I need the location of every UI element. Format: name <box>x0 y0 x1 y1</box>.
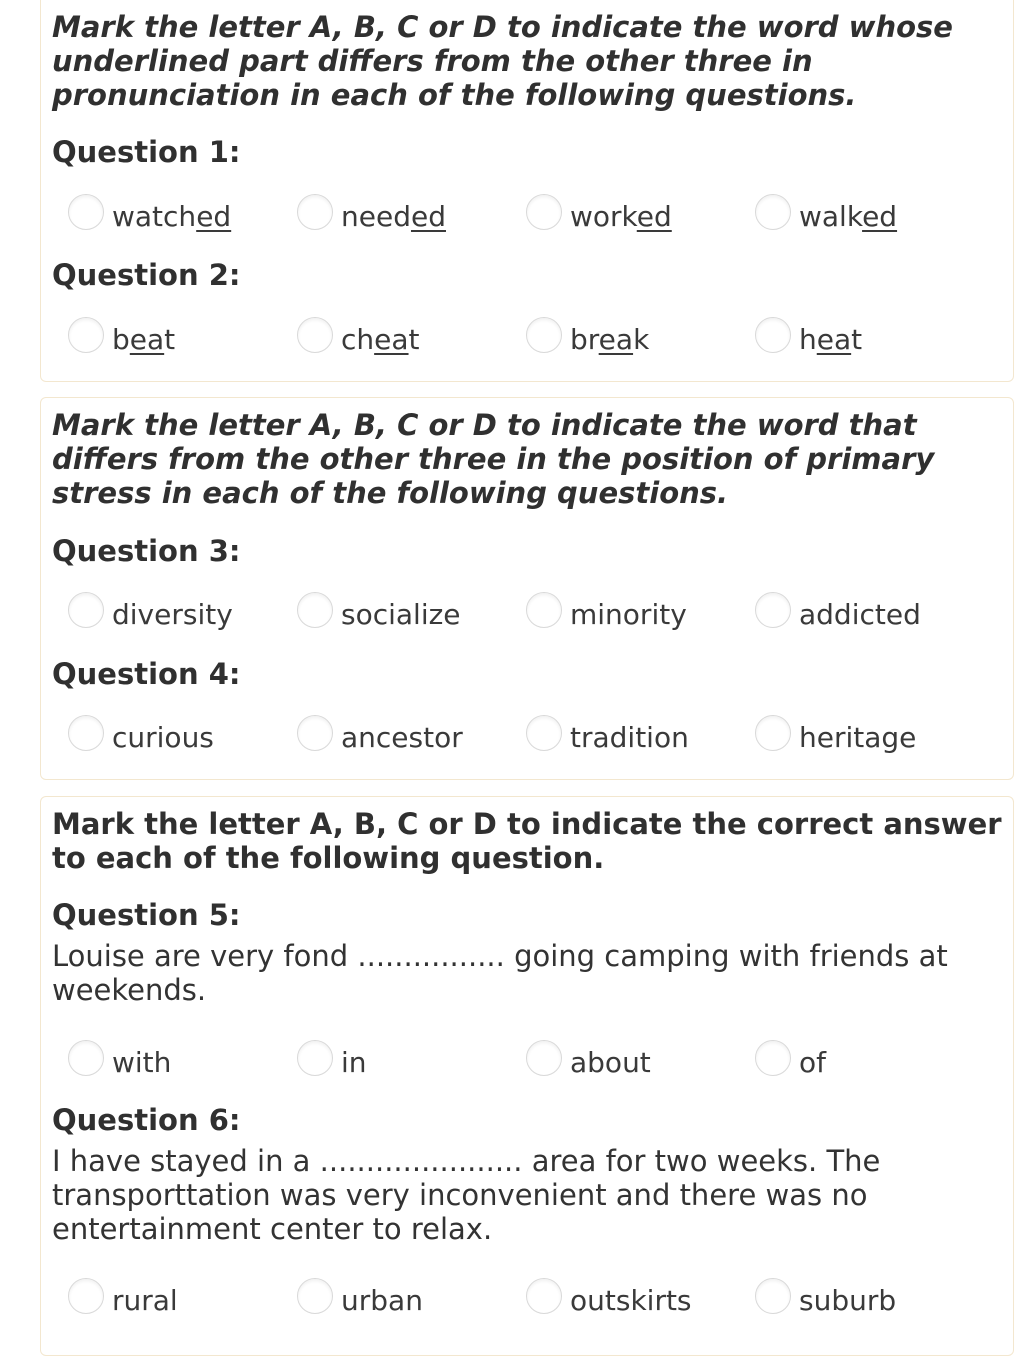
radio-button[interactable] <box>526 317 562 353</box>
q1-option-a[interactable] <box>68 200 231 233</box>
q5-option-a[interactable] <box>68 1046 171 1079</box>
question-label: Question 4: <box>52 657 241 691</box>
question-label: Question 2: <box>52 258 241 292</box>
option-text: heritage <box>799 721 917 754</box>
question-stem: I have stayed in a ...................... area for two weeks. The transporttation was very inconvenient and there was no entertainment center to relax. <box>52 1144 881 1246</box>
q6-option-d[interactable] <box>755 1284 896 1317</box>
question-label: Question 3: <box>52 534 241 568</box>
question-label: Question 5: <box>52 898 241 932</box>
question-stem: Louise are very fond ................ going camping with friends at weekends. <box>52 939 948 1007</box>
radio-button[interactable] <box>526 1040 562 1076</box>
section-instruction: Mark the letter A, B, C or D to indicate the correct answer to each of the following question. <box>52 807 1002 875</box>
q5-option-b[interactable] <box>297 1046 367 1079</box>
q6-option-c[interactable] <box>526 1284 692 1317</box>
radio-button[interactable] <box>297 592 333 628</box>
radio-button[interactable] <box>526 194 562 230</box>
q2-option-a[interactable] <box>68 323 175 356</box>
radio-button[interactable] <box>297 1040 333 1076</box>
q3-option-c[interactable] <box>526 598 687 631</box>
q6-option-a[interactable] <box>68 1284 178 1317</box>
section-instruction: Mark the letter A, B, C or D to indicate the word whose underlined part differs from the other three in pronunciation in each of the following questions. <box>52 10 953 112</box>
q2-option-b[interactable] <box>297 323 420 356</box>
option-text: of <box>799 1046 826 1079</box>
radio-button[interactable] <box>526 715 562 751</box>
q1-option-c[interactable] <box>526 200 672 233</box>
option-text: cheat <box>341 323 420 356</box>
option-text: urban <box>341 1284 423 1317</box>
option-text: beat <box>112 323 176 356</box>
section-instruction: Mark the letter A, B, C or D to indicate the word that differs from the other three in the position of primary stress in each of the following questions. <box>52 408 935 510</box>
q4-option-c[interactable] <box>526 721 689 754</box>
option-text: ancestor <box>341 721 463 754</box>
radio-button[interactable] <box>68 1040 104 1076</box>
radio-button[interactable] <box>755 715 791 751</box>
option-text: rural <box>112 1284 178 1317</box>
q3-option-d[interactable] <box>755 598 921 631</box>
q6-option-b[interactable] <box>297 1284 423 1317</box>
radio-button[interactable] <box>297 1278 333 1314</box>
question-label: Question 1: <box>52 135 241 169</box>
radio-button[interactable] <box>755 317 791 353</box>
option-text: diversity <box>112 598 233 631</box>
radio-button[interactable] <box>297 715 333 751</box>
q3-option-b[interactable] <box>297 598 461 631</box>
q5-option-c[interactable] <box>526 1046 651 1079</box>
q1-option-d[interactable] <box>755 200 897 233</box>
option-text: outskirts <box>570 1284 692 1317</box>
option-text: minority <box>570 598 687 631</box>
option-text: heat <box>799 323 863 356</box>
q4-option-b[interactable] <box>297 721 463 754</box>
option-text: worked <box>570 200 672 233</box>
option-text: break <box>570 323 650 356</box>
q2-option-c[interactable] <box>526 323 649 356</box>
q3-option-a[interactable] <box>68 598 233 631</box>
radio-button[interactable] <box>68 1278 104 1314</box>
q5-option-d[interactable] <box>755 1046 826 1079</box>
radio-button[interactable] <box>526 1278 562 1314</box>
option-text: about <box>570 1046 651 1079</box>
radio-button[interactable] <box>297 317 333 353</box>
option-text: walked <box>799 200 898 233</box>
question-label: Question 6: <box>52 1103 241 1137</box>
radio-button[interactable] <box>755 592 791 628</box>
q4-option-a[interactable] <box>68 721 214 754</box>
option-text: addicted <box>799 598 921 631</box>
radio-button[interactable] <box>297 194 333 230</box>
option-text: in <box>341 1046 367 1079</box>
q2-option-d[interactable] <box>755 323 862 356</box>
q4-option-d[interactable] <box>755 721 916 754</box>
option-text: curious <box>112 721 214 754</box>
q1-option-b[interactable] <box>297 200 446 233</box>
option-text: suburb <box>799 1284 897 1317</box>
radio-button[interactable] <box>68 194 104 230</box>
radio-button[interactable] <box>526 592 562 628</box>
option-text: socialize <box>341 598 461 631</box>
radio-button[interactable] <box>755 194 791 230</box>
radio-button[interactable] <box>68 715 104 751</box>
radio-button[interactable] <box>755 1040 791 1076</box>
option-text: needed <box>341 200 446 233</box>
radio-button[interactable] <box>68 317 104 353</box>
option-text: tradition <box>570 721 689 754</box>
radio-button[interactable] <box>755 1278 791 1314</box>
radio-button[interactable] <box>68 592 104 628</box>
option-text: with <box>112 1046 172 1079</box>
option-text: watched <box>112 200 232 233</box>
